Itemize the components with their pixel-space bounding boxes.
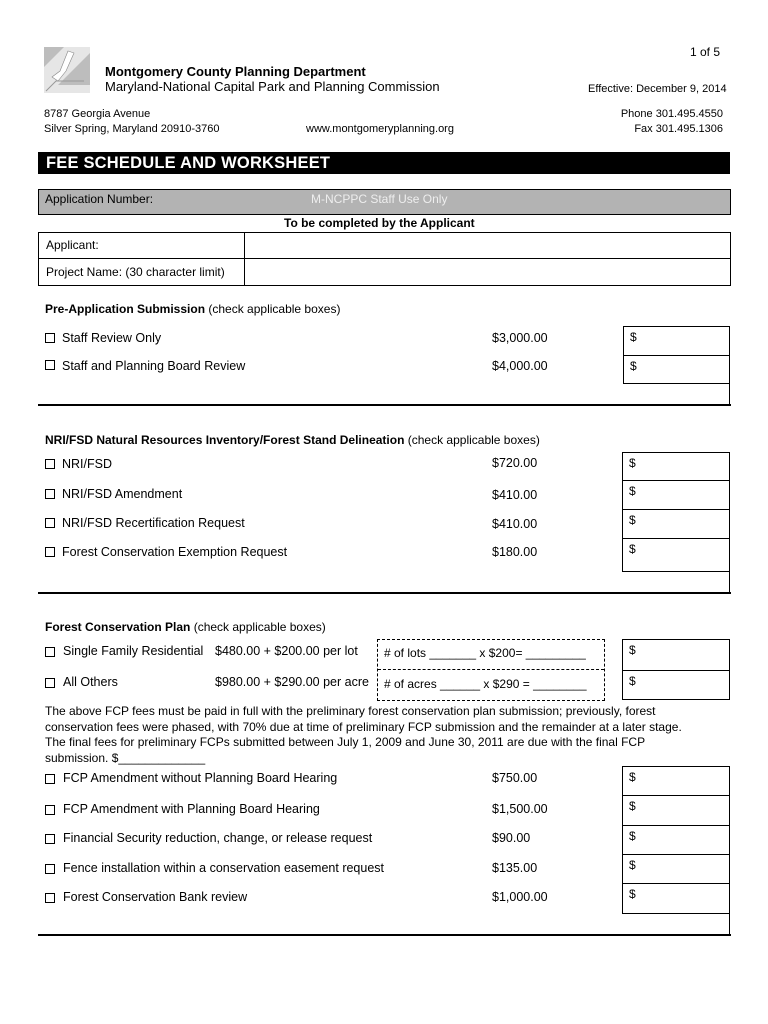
fcp-calc-label: Single Family Residential bbox=[63, 644, 204, 658]
fcp-item-label: FCP Amendment with Planning Board Hearing bbox=[63, 802, 320, 816]
fcp-all-others-checkbox[interactable] bbox=[45, 678, 55, 688]
fcp-item-label: FCP Amendment without Planning Board Hearing bbox=[63, 771, 338, 785]
application-number-label: Application Number: bbox=[45, 192, 154, 206]
fcp-item-fee: $1,000.00 bbox=[492, 890, 548, 904]
fcp-amount-field[interactable]: $ bbox=[622, 766, 730, 796]
address-line-1: 8787 Georgia Avenue bbox=[44, 108, 151, 120]
application-number-row bbox=[38, 189, 731, 215]
fcp-item-fee: $1,500.00 bbox=[492, 802, 548, 816]
fcp-calculation-box bbox=[377, 639, 605, 701]
address-line-2: Silver Spring, Maryland 20910-3760 bbox=[44, 123, 220, 135]
nri-item-label: NRI/FSD Recertification Request bbox=[62, 516, 245, 530]
project-name-label: Project Name: (30 character limit) bbox=[46, 265, 225, 279]
section-divider bbox=[38, 404, 731, 406]
preapp-item-fee: $3,000.00 bbox=[492, 331, 548, 345]
fcp-amount-field[interactable]: $ bbox=[622, 825, 730, 855]
page-title: FEE SCHEDULE AND WORKSHEET bbox=[38, 152, 730, 174]
nri-exemption-checkbox[interactable] bbox=[45, 547, 55, 557]
preapp-amount-field[interactable]: $ bbox=[623, 326, 730, 356]
preapp-item-label: Staff Review Only bbox=[62, 331, 162, 345]
nri-fsd-checkbox[interactable] bbox=[45, 459, 55, 469]
fcp-calc-amount-field[interactable]: $ bbox=[622, 639, 730, 671]
staff-use-only-field[interactable]: M-NCPPC Staff Use Only bbox=[311, 192, 448, 206]
phone-number: Phone 301.495.4550 bbox=[620, 108, 723, 120]
fcp-bank-review-checkbox[interactable] bbox=[45, 893, 55, 903]
preapp-heading: Pre-Application Submission (check applicable boxes) bbox=[45, 302, 341, 316]
fcp-item-fee: $90.00 bbox=[492, 831, 531, 845]
fcp-amount-field[interactable]: $ bbox=[622, 854, 730, 884]
commission-name: Maryland-National Capital Park and Planning Commission bbox=[105, 79, 440, 94]
page-number: 1 of 5 bbox=[690, 45, 721, 59]
fcp-calc-amount-field[interactable]: $ bbox=[622, 670, 730, 700]
nri-amount-field[interactable]: $ bbox=[622, 509, 730, 539]
fcp-fence-installation-checkbox[interactable] bbox=[45, 864, 55, 874]
preapp-staff-review-checkbox[interactable] bbox=[45, 333, 55, 343]
fcp-item-label: Fence installation within a conservation easement request bbox=[63, 861, 385, 875]
applicant-label: Applicant: bbox=[46, 238, 99, 252]
nri-item-fee: $180.00 bbox=[492, 545, 538, 559]
fcp-amendment-hearing-checkbox[interactable] bbox=[45, 805, 55, 815]
nri-amount-field[interactable]: $ bbox=[622, 452, 730, 481]
preapp-board-review-checkbox[interactable] bbox=[45, 360, 55, 370]
fcp-item-fee: $135.00 bbox=[492, 861, 538, 875]
nri-amount-field[interactable]: $ bbox=[622, 538, 730, 572]
nri-heading: NRI/FSD Natural Resources Inventory/Forest Stand Delineation (check applicable boxes) bbox=[45, 433, 540, 447]
nri-item-label: NRI/FSD Amendment bbox=[62, 487, 183, 501]
fcp-item-label: Financial Security reduction, change, or release request bbox=[63, 831, 373, 845]
preapp-item-label: Staff and Planning Board Review bbox=[62, 359, 246, 373]
effective-date: Effective: December 9, 2014 bbox=[588, 83, 727, 95]
nri-item-fee: $410.00 bbox=[492, 488, 538, 502]
nri-amount-field[interactable]: $ bbox=[622, 480, 730, 510]
project-name-input[interactable] bbox=[245, 259, 730, 285]
applicant-input[interactable] bbox=[245, 233, 730, 258]
nri-amendment-checkbox[interactable] bbox=[45, 489, 55, 499]
nri-item-label: Forest Conservation Exemption Request bbox=[62, 545, 288, 559]
fcp-calc-label: All Others bbox=[63, 675, 118, 689]
fcp-financial-security-checkbox[interactable] bbox=[45, 834, 55, 844]
fcp-heading: Forest Conservation Plan (check applicable boxes) bbox=[45, 620, 326, 634]
acres-calculation-field[interactable]: # of acres ______ x $290 = ________ bbox=[384, 677, 587, 691]
fcp-single-family-checkbox[interactable] bbox=[45, 647, 55, 657]
applicant-note: To be completed by the Applicant bbox=[284, 216, 475, 230]
fax-number: Fax 301.495.1306 bbox=[634, 123, 723, 135]
fcp-amount-field[interactable]: $ bbox=[622, 795, 730, 826]
nri-item-label: NRI/FSD bbox=[62, 457, 112, 471]
nri-item-fee: $410.00 bbox=[492, 517, 538, 531]
fcp-amendment-no-hearing-checkbox[interactable] bbox=[45, 774, 55, 784]
fcp-fee-note: The above FCP fees must be paid in full with the preliminary forest conservation plan submission; previously, forest conservation fees were phased, with 70% due at time of preliminary FCP submission and the remainder at a later stage. The final fees for preliminary FCPs submitted between July 1, 2009 and June 30, 2011 are due with the final FCP submission. $_____________ bbox=[45, 704, 682, 765]
section-divider bbox=[38, 592, 731, 594]
fcp-amount-field[interactable]: $ bbox=[622, 883, 730, 914]
fcp-item-fee: $750.00 bbox=[492, 771, 538, 785]
mncppc-logo bbox=[44, 47, 90, 93]
fcp-calc-rate: $980.00 + $290.00 per acre bbox=[215, 675, 369, 689]
preapp-item-fee: $4,000.00 bbox=[492, 359, 548, 373]
section-divider bbox=[38, 934, 731, 936]
nri-recertification-checkbox[interactable] bbox=[45, 518, 55, 528]
applicant-table bbox=[38, 232, 731, 286]
website-link[interactable]: www.montgomeryplanning.org bbox=[306, 123, 454, 135]
lots-calculation-field[interactable]: # of lots _______ x $200= _________ bbox=[384, 646, 586, 660]
department-name: Montgomery County Planning Department bbox=[105, 64, 366, 79]
fcp-calc-rate: $480.00 + $200.00 per lot bbox=[215, 644, 358, 658]
nri-item-fee: $720.00 bbox=[492, 456, 538, 470]
preapp-amount-field[interactable]: $ bbox=[623, 355, 730, 384]
fcp-item-label: Forest Conservation Bank review bbox=[63, 890, 248, 904]
